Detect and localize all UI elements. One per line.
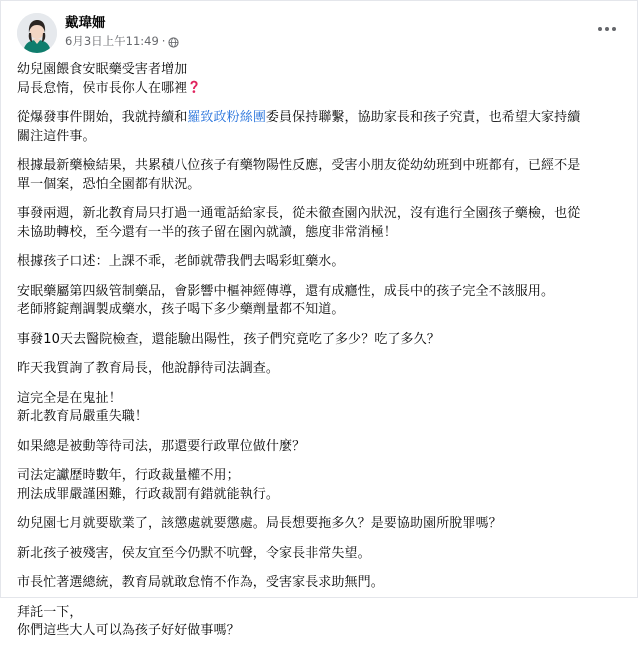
post-timestamp[interactable]: 6月3日上午11:49 [65,34,159,48]
post-content [17,61,623,652]
paragraph-4 [17,205,623,242]
avatar-portrait-icon [17,13,57,53]
more-options-button[interactable] [593,19,621,39]
paragraph-line: 根據最新藥檢結果，共累積八位孩子有藥物陽性反應，受害小朋友從幼幼班到中班都有，已經不是 [17,158,581,173]
paragraph-line: 事發10天去醫院檢查，還能驗出陽性，孩子們究竟吃了多少？吃了多久？ [17,331,440,347]
paragraph-3 [17,157,623,194]
paragraph-line: 如果總是被動等待司法，那還要行政單位做什麼？ [17,438,306,454]
paragraph-line: 新北孩子被殘害，侯友宜至今仍默不吭聲，令家長非常失望。 [17,545,371,561]
paragraph-line: 根據孩子口述：上課不乖，老師就帶我們去喝彩虹藥水。 [17,254,345,269]
red-question-mark-icon [188,80,200,94]
paragraph-line: 幼兒園餵食安眠藥受害者增加 [17,62,188,77]
author-avatar[interactable] [17,13,57,53]
paragraph-line: 這完全是在鬼扯！ [17,390,122,406]
paragraph-line: 拜託一下， [17,604,83,620]
paragraph-line: 新北教育局嚴重失職！ [17,409,149,424]
paragraph-line: 關注這件事。 [17,128,96,144]
paragraph-5 [17,253,623,272]
paragraph-13 [17,545,623,564]
paragraph-6 [17,283,623,320]
paragraph-line: 安眠藥屬第四級管制藥品，會影響中樞神經傳導，還有成癮性，成長中的孩子完全不該服用。 [17,283,555,299]
paragraph-9 [17,390,623,427]
post-header [17,13,621,53]
more-dot [605,27,609,31]
paragraph-1 [17,61,623,98]
author-name[interactable]: 戴瑋姍 [65,15,106,31]
paragraph-line: 刑法成罪嚴謹困難，行政裁罰有錯就能執行。 [17,486,280,502]
post-meta [65,33,179,49]
more-horizontal-icon [598,27,602,31]
paragraph-line: 幼兒園七月就要歇業了，該懲處就要懲處。局長想要拖多久？是要協助園所脫罪嗎？ [17,516,502,531]
paragraph-8 [17,360,623,379]
paragraph-line-text: 局長怠惰，侯市長你人在哪裡 [17,80,188,96]
paragraph-text: 從爆發事件開始，我就持續和 [17,110,188,125]
paragraph-2 [17,109,623,146]
meta-separator: · [161,34,166,48]
paragraph-14 [17,574,623,593]
globe-icon[interactable] [168,36,179,47]
paragraph-12 [17,515,623,534]
paragraph-line [17,109,623,128]
paragraph-line: 你們這些大人可以為孩子好好做事嗎？ [17,623,240,638]
paragraph-line: 事發兩週，新北教育局只打過一通電話給家長，從未徹查園內狀況，沒有進行全園孩子藥檢，也從 [17,206,581,221]
paragraph-text: 委員保持聯繫，協助家長和孩子究責，也希望大家持續 [265,110,581,125]
paragraph-line: 單一個案，恐怕全園都有狀況。 [17,176,201,192]
paragraph-line: 老師將錠劑調製成藥水，孩子喝下多少藥劑量都不知道。 [17,302,345,317]
paragraph-7 [17,331,623,350]
mention-link[interactable]: 羅致政粉絲團 [187,110,266,125]
paragraph-10 [17,438,623,457]
author-block [65,14,179,49]
paragraph-line [17,80,623,99]
paragraph-11 [17,467,623,504]
paragraph-line: 司法定讞歷時數年，行政裁量權不用； [17,468,240,483]
paragraph-line: 未協助轉校，至今還有一半的孩子留在園內就讀，態度非常消極！ [17,224,397,240]
paragraph-line: 市長忙著選總統，教育局就敢怠惰不作為，受害家長求助無門。 [17,575,384,590]
more-dot [612,27,616,31]
paragraph-15 [17,604,623,641]
paragraph-line: 昨天我質詢了教育局長，他說靜待司法調查。 [17,361,280,376]
